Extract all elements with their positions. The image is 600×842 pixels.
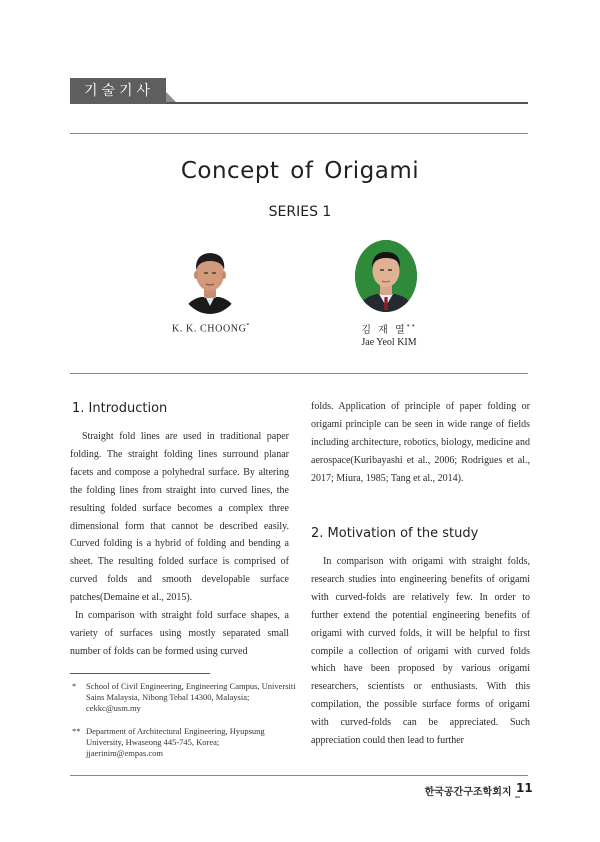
footnote-2-text: Department of Architectural Engineering, Hyupsung University, Hwaseong 445-745, Korea; jjaerinim@empas.com xyxy=(86,726,265,758)
introduction-body xyxy=(70,428,289,661)
author2-name-korean: 김 재 열 xyxy=(361,325,407,336)
author-photo-kim xyxy=(355,240,417,312)
intro-paragraph-2: In comparison with straight fold surface shapes, a variety of surfaces using mostly separated small number of folds can be formed using curved xyxy=(70,610,289,657)
introduction-heading: 1. Introduction xyxy=(72,401,168,416)
author1-mark: * xyxy=(246,323,251,329)
intro-continuation-text: folds. Application of principle of paper folding or origami principle can be seen in wide range of fields including architecture, robotics, biology, medicine and aerospace(Kuribayashi et al., 2006; Rodrigues et al., 2017; Miura, 1985; Tang et al., 2014). xyxy=(311,401,530,484)
author-name-kim-english: Jae Yeol KIM xyxy=(361,337,417,348)
footnote-1-text: School of Civil Engineering, Engineering Campus, Universiti Sains Malaysia, Nibong Tebal 14300, Malaysia; cekkc@usm.my xyxy=(86,681,296,713)
section-divider xyxy=(70,373,528,374)
journal-name: 한국공간구조학회지 _ xyxy=(424,787,520,798)
author-name-kim-korean xyxy=(309,321,469,336)
motivation-paragraph: In comparison with origami with straight folds, research studies into engineering benefits of origami with curved-folds are relatively few. In order to further extend the potential engineering benefits of origami with curved folds, it will be helpful to first compile a collection of origami with curved folds which have been proposed by various origami researchers, scientists or enthusiasts. With this compilation, the possible surface forms of origami with curved-folds can be appreciated. Such appreciation could then lead to further xyxy=(311,556,530,747)
top-divider xyxy=(70,133,528,134)
motivation-body xyxy=(311,553,530,750)
category-tab: 기술기사 xyxy=(70,78,166,104)
footnote-1 xyxy=(72,681,296,714)
footnote-1-mark: * xyxy=(72,681,77,691)
footer-divider xyxy=(70,775,528,776)
introduction-continuation xyxy=(311,398,530,488)
series-label: SERIES 1 xyxy=(268,204,332,220)
footnote-divider xyxy=(70,673,210,674)
intro-paragraph-1: Straight fold lines are used in traditional paper folding. The straight folding lines surround planar facets and compose a polyhedral surface. By altering the folding lines from straight into curved lines, the resulting folded surface becomes a complex three dimensional form that cannot be described easily. Curved folding is a hybrid of folding and bending a sheet. The resulting folded surface is comprised of curved folds and smooth developable surface patches(Demaine et al., 2015). xyxy=(70,431,289,604)
motivation-heading: 2. Motivation of the study xyxy=(311,526,479,541)
footnote-2-mark: ** xyxy=(72,726,81,736)
category-underline xyxy=(166,102,528,104)
author1-name: K. K. CHOONG xyxy=(171,323,247,335)
page-number: 11 xyxy=(516,781,533,795)
author2-mark: ** xyxy=(406,323,417,331)
author-photo-choong xyxy=(179,242,241,314)
article-title: Concept of Origami xyxy=(180,158,420,184)
author-name-choong xyxy=(131,323,291,334)
footnote-2 xyxy=(72,726,296,759)
